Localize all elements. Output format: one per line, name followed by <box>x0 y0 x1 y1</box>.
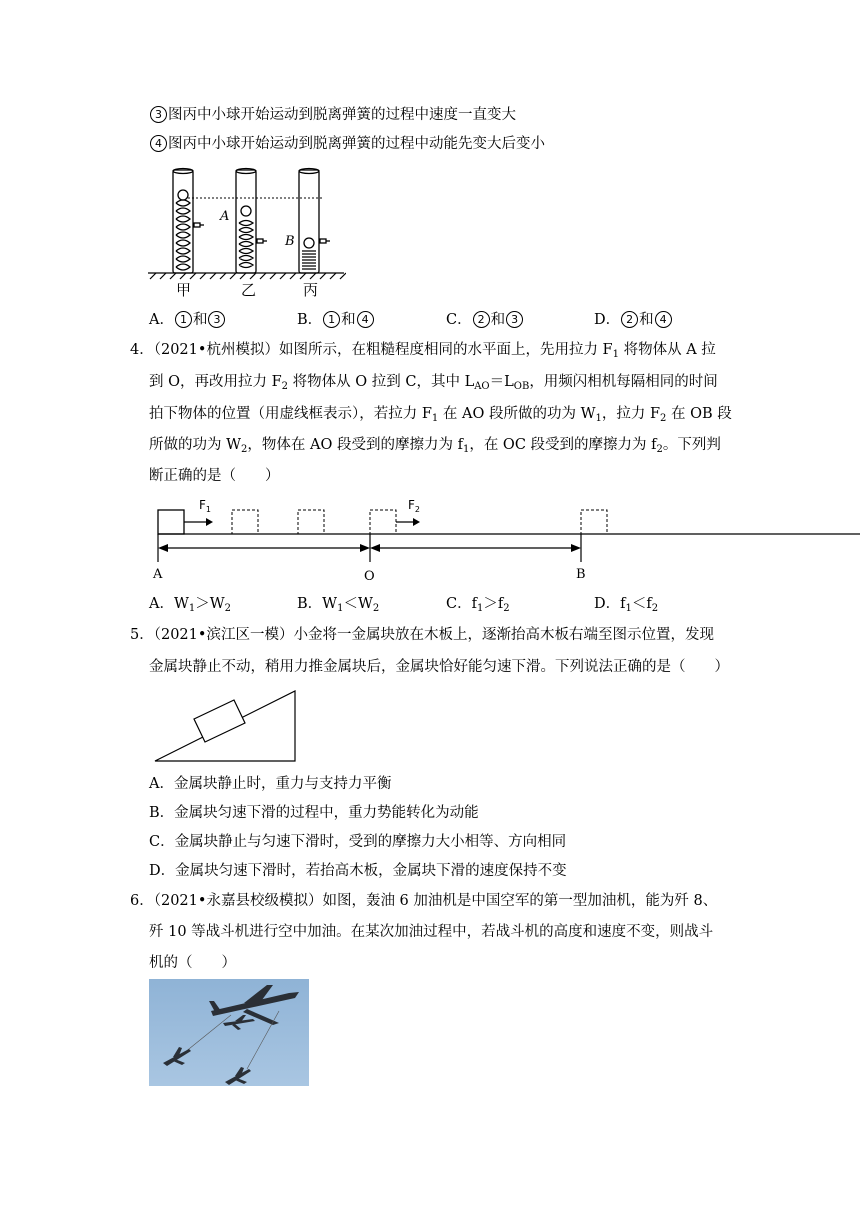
q4-line-2: 到 O，再改用拉力 $F_2$ 将物体从 O 拉到 C，其中 $L_{AO}=L_{OB}$，用频闪相机每隔相同的时间 <box>149 374 718 392</box>
q4-option-d[interactable]: D．$f_1<f_2$ <box>594 596 659 614</box>
tube-yi <box>236 169 267 274</box>
q4-option-a[interactable]: A．$W_1>W_2$ <box>149 596 232 614</box>
statement-3 <box>149 105 516 125</box>
spring-tubes-figure <box>146 165 346 300</box>
label-yi: 乙 <box>241 281 257 299</box>
q5-option-d[interactable]: D．金属块匀速下滑时，若抬高木板，金属块下滑的速度保持不变 <box>149 863 567 879</box>
q4-line-5: 断正确的是（ ） <box>149 468 280 484</box>
question-source: （2021•杭州模拟） <box>153 342 279 358</box>
object-block <box>158 510 184 534</box>
statement-text: 图丙中小球开始运动到脱离弹簧的过程中动能先变大后变小 <box>168 136 545 152</box>
q4-option-b[interactable]: B．$W_1<W_2$ <box>297 596 380 614</box>
question-number: 5． <box>130 627 154 643</box>
tube-jia <box>173 169 204 274</box>
F2-label: $F_2$ <box>408 498 420 514</box>
incline-figure <box>150 688 320 766</box>
statement-4 <box>149 134 545 154</box>
refueling-photo <box>149 979 309 1086</box>
q6-line-3: 机的（ ） <box>149 955 236 971</box>
q3-option-d[interactable]: D． 2 和 4 <box>594 310 673 330</box>
question-source: （2021•滨江区一模） <box>153 627 294 643</box>
q3-option-c[interactable]: C． 2 和 3 <box>446 310 524 330</box>
label-B: B <box>285 234 295 249</box>
label-bing: 丙 <box>303 281 319 299</box>
statement-text: 图丙中小球开始运动到脱离弹簧的过程中速度一直变大 <box>168 107 516 123</box>
q5-option-b[interactable]: B．金属块匀速下滑的过程中，重力势能转化为动能 <box>149 805 479 821</box>
tube-bing <box>299 169 330 274</box>
question-number: 4． <box>130 342 154 358</box>
q3-option-b[interactable]: B． 1 和 4 <box>297 310 375 330</box>
question-source: （2021•永嘉县校级模拟） <box>153 893 323 909</box>
q5-option-c[interactable]: C．金属块静止与匀速下滑时，受到的摩擦力大小相等、方向相同 <box>149 834 567 850</box>
circled-number: 4 <box>150 135 167 152</box>
horizontal-pull-figure <box>150 492 860 584</box>
q5-option-a[interactable]: A．金属块静止时，重力与支持力平衡 <box>149 776 392 792</box>
q3-option-a[interactable]: A． 1 和 3 <box>149 310 226 330</box>
label-B: B <box>576 567 586 582</box>
ground-hatch <box>148 273 346 279</box>
q4-option-c[interactable]: C．$f_1>f_2$ <box>446 596 510 614</box>
q4-line-4: 所做的功为 $W_2$，物体在 AO 段受到的摩擦力为 $f_1$，在 OC 段受到的摩擦力为 $f_2$。下列判 <box>149 437 721 455</box>
question-number: 6． <box>130 893 154 909</box>
q5-line-2: 金属块静止不动，稍用力推金属块后，金属块恰好能匀速下滑。下列说法正确的是（ ） <box>149 659 729 675</box>
q6-line-2: 歼 10 等战斗机进行空中加油。在某次加油过程中，若战斗机的高度和速度不变，则战斗 <box>149 924 714 940</box>
label-A: A <box>153 567 163 582</box>
q4-line-1: 4．（2021•杭州模拟）如图所示，在粗糙程度相同的水平面上，先用拉力 $F_1$ 将物体从 A 拉 <box>130 342 716 360</box>
q6-line-1: 6．（2021•永嘉县校级模拟）如图，轰油 6 加油机是中国空军的第一型加油机，能为歼 8、 <box>130 893 718 909</box>
metal-block <box>194 700 245 742</box>
label-A: A <box>220 209 230 224</box>
q5-line-1: 5．（2021•滨江区一模）小金将一金属块放在木板上，逐渐抬高木板右端至图示位置，发现 <box>130 627 714 643</box>
label-O: O <box>364 569 375 584</box>
F1-label: $F_1$ <box>199 498 211 514</box>
label-jia: 甲 <box>176 281 192 299</box>
q4-line-3: 拍下物体的位置（用虚线框表示），若拉力 $F_1$ 在 AO 段所做的功为 $W_1$，拉力 $F_2$ 在 OB 段 <box>149 406 732 424</box>
circled-number: 3 <box>150 106 167 123</box>
